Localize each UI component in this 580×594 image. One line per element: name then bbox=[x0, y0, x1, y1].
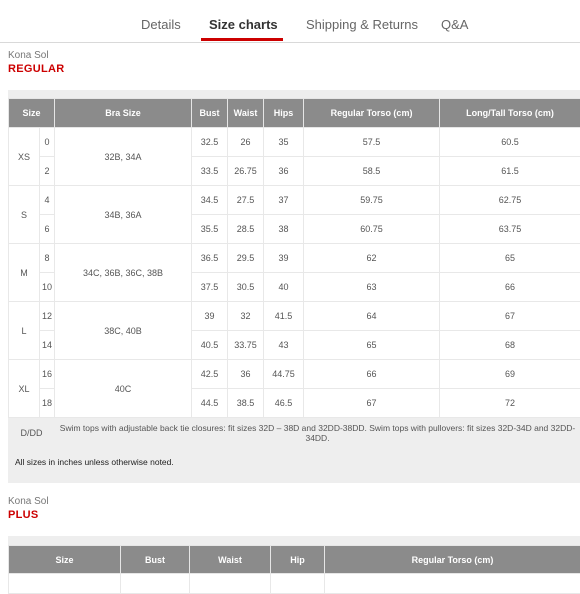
table-header-row bbox=[9, 546, 580, 574]
bra-size: 40C bbox=[55, 360, 192, 418]
hips-value: 43 bbox=[264, 331, 304, 360]
plus-size-table bbox=[8, 545, 580, 594]
size-number: 8 bbox=[40, 244, 55, 273]
long-torso-value: 63.75 bbox=[440, 215, 580, 244]
regular-torso-value: 60.75 bbox=[304, 215, 440, 244]
note-size-label: D/DD bbox=[9, 418, 55, 448]
regular-torso-value: 63 bbox=[304, 273, 440, 302]
size-number: 16 bbox=[40, 360, 55, 389]
header-long-torso: Long/Tall Torso (cm) bbox=[440, 99, 580, 128]
brand-name: Kona Sol bbox=[8, 50, 49, 61]
regular-torso-value: 66 bbox=[304, 360, 440, 389]
hips-value: 44.75 bbox=[264, 360, 304, 389]
size-number: 14 bbox=[40, 331, 55, 360]
waist-value: 28.5 bbox=[228, 215, 264, 244]
header-hip: Hip bbox=[271, 546, 325, 574]
hips-value: 41.5 bbox=[264, 302, 304, 331]
bra-size: 34C, 36B, 36C, 38B bbox=[55, 244, 192, 302]
size-label: XS bbox=[9, 128, 40, 186]
size-label: S bbox=[9, 186, 40, 244]
bra-size: 34B, 36A bbox=[55, 186, 192, 244]
long-torso-value: 61.5 bbox=[440, 157, 580, 186]
bust-value: 35.5 bbox=[192, 215, 228, 244]
bust-value: 33.5 bbox=[192, 157, 228, 186]
long-torso-value: 69 bbox=[440, 360, 580, 389]
table-cell bbox=[121, 574, 190, 594]
table-row bbox=[9, 574, 580, 594]
size-number: 2 bbox=[40, 157, 55, 186]
waist-value: 26 bbox=[228, 128, 264, 157]
bust-value: 39 bbox=[192, 302, 228, 331]
waist-value: 36 bbox=[228, 360, 264, 389]
tab-bar bbox=[0, 0, 580, 43]
table-row bbox=[9, 128, 580, 157]
hips-value: 39 bbox=[264, 244, 304, 273]
header-size: Size bbox=[9, 546, 121, 574]
active-tab-indicator bbox=[201, 38, 283, 41]
header-regular-torso: Regular Torso (cm) bbox=[304, 99, 440, 128]
fit-title-regular: REGULAR bbox=[8, 63, 65, 75]
waist-value: 30.5 bbox=[228, 273, 264, 302]
regular-torso-value: 65 bbox=[304, 331, 440, 360]
size-label: XL bbox=[9, 360, 40, 418]
table-row bbox=[9, 186, 580, 215]
size-label: M bbox=[9, 244, 40, 302]
table-cell bbox=[325, 574, 580, 594]
long-torso-value: 68 bbox=[440, 331, 580, 360]
bust-value: 42.5 bbox=[192, 360, 228, 389]
bra-size: 38C, 40B bbox=[55, 302, 192, 360]
tab-shipping-returns[interactable]: Shipping & Returns bbox=[306, 17, 418, 32]
hips-value: 38 bbox=[264, 215, 304, 244]
table-row bbox=[9, 302, 580, 331]
regular-torso-value: 58.5 bbox=[304, 157, 440, 186]
tab-details[interactable]: Details bbox=[141, 17, 181, 32]
header-regular-torso: Regular Torso (cm) bbox=[325, 546, 580, 574]
bust-value: 34.5 bbox=[192, 186, 228, 215]
header-bra-size: Bra Size bbox=[55, 99, 192, 128]
hips-value: 37 bbox=[264, 186, 304, 215]
size-number: 6 bbox=[40, 215, 55, 244]
regular-torso-value: 62 bbox=[304, 244, 440, 273]
long-torso-value: 65 bbox=[440, 244, 580, 273]
regular-torso-value: 57.5 bbox=[304, 128, 440, 157]
bust-value: 44.5 bbox=[192, 389, 228, 418]
header-size: Size bbox=[9, 99, 55, 128]
tab-qa[interactable]: Q&A bbox=[441, 17, 468, 32]
bust-value: 36.5 bbox=[192, 244, 228, 273]
hips-value: 36 bbox=[264, 157, 304, 186]
size-number: 18 bbox=[40, 389, 55, 418]
table-header-row bbox=[9, 99, 580, 128]
size-number: 12 bbox=[40, 302, 55, 331]
waist-value: 26.75 bbox=[228, 157, 264, 186]
long-torso-value: 67 bbox=[440, 302, 580, 331]
tab-size-charts[interactable]: Size charts bbox=[209, 17, 278, 32]
bust-value: 32.5 bbox=[192, 128, 228, 157]
header-hips: Hips bbox=[264, 99, 304, 128]
size-number: 0 bbox=[40, 128, 55, 157]
long-torso-value: 66 bbox=[440, 273, 580, 302]
hips-value: 40 bbox=[264, 273, 304, 302]
long-torso-value: 60.5 bbox=[440, 128, 580, 157]
table-cell bbox=[190, 574, 271, 594]
waist-value: 38.5 bbox=[228, 389, 264, 418]
table-row bbox=[9, 418, 580, 448]
regular-torso-value: 67 bbox=[304, 389, 440, 418]
table-cell bbox=[271, 574, 325, 594]
fit-title-plus: PLUS bbox=[8, 509, 39, 521]
hips-value: 35 bbox=[264, 128, 304, 157]
header-bust: Bust bbox=[121, 546, 190, 574]
size-number: 4 bbox=[40, 186, 55, 215]
bra-size: 32B, 34A bbox=[55, 128, 192, 186]
units-footnote: All sizes in inches unless otherwise noted. bbox=[15, 457, 174, 467]
hips-value: 46.5 bbox=[264, 389, 304, 418]
size-label: L bbox=[9, 302, 40, 360]
waist-value: 27.5 bbox=[228, 186, 264, 215]
header-bust: Bust bbox=[192, 99, 228, 128]
waist-value: 32 bbox=[228, 302, 264, 331]
table-row bbox=[9, 360, 580, 389]
cup-size-note: Swim tops with adjustable back tie closures: fit sizes 32D – 38D and 32DD-38DD. Swim tops with pullovers: fit sizes 32D-34D and 32DD-34DD. bbox=[55, 418, 580, 448]
regular-torso-value: 64 bbox=[304, 302, 440, 331]
table-cell bbox=[9, 574, 121, 594]
bust-value: 37.5 bbox=[192, 273, 228, 302]
size-number: 10 bbox=[40, 273, 55, 302]
regular-size-table bbox=[8, 98, 580, 448]
header-waist: Waist bbox=[228, 99, 264, 128]
regular-torso-value: 59.75 bbox=[304, 186, 440, 215]
waist-value: 29.5 bbox=[228, 244, 264, 273]
long-torso-value: 62.75 bbox=[440, 186, 580, 215]
bust-value: 40.5 bbox=[192, 331, 228, 360]
waist-value: 33.75 bbox=[228, 331, 264, 360]
table-row bbox=[9, 244, 580, 273]
header-waist: Waist bbox=[190, 546, 271, 574]
long-torso-value: 72 bbox=[440, 389, 580, 418]
brand-name-plus: Kona Sol bbox=[8, 496, 49, 507]
